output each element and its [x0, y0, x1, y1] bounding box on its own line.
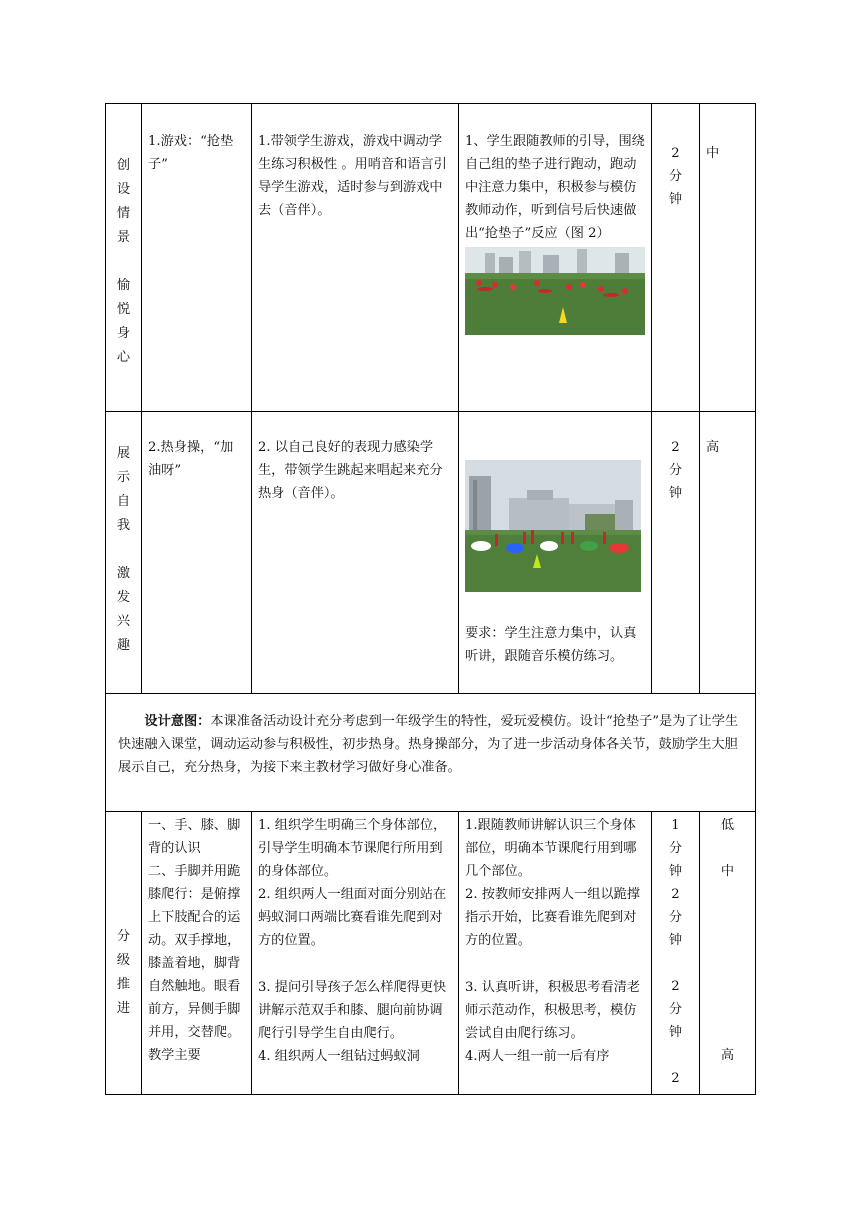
- content-cell: 一、手、膝、脚背的认识 二、手脚并用跪膝爬行：是俯撑上下肢配合的运动。双手撑地，膝盖着地，脚背自然触地。眼看前方，异侧手脚并用，交替爬。教学主要: [142, 812, 252, 1095]
- intensity-cell: 低 中 高: [700, 812, 756, 1095]
- table-row: [106, 812, 756, 1095]
- teacher-activity: 2. 以自己良好的表现力感染学生，带领学生跳起来唱起来充分热身（音伴）。: [252, 412, 459, 694]
- intensity-cell: 中: [700, 104, 756, 412]
- time-cell: 2 分 钟: [652, 104, 700, 412]
- design-intent: 设计意图：本课准备活动设计充分考虑到一年级学生的特性，爱玩爱模仿。设计“抢垫子”是为了让学生快速融入课堂，调动运动参与积极性，初步热身。热身操部分，为了进一步活动身体各关节，鼓励学生大胆展示自己，充分热身，为接下来主教材学习做好身心准备。: [106, 694, 756, 812]
- section-label: 分 级 推 进: [106, 812, 142, 1095]
- warmup-photo: [465, 460, 641, 592]
- intensity-cell: 高: [700, 412, 756, 694]
- teacher-activity: 1.带领学生游戏，游戏中调动学生练习积极性 。用哨音和语言引导学生游戏，适时参与到游戏中去（音伴）。: [252, 104, 459, 412]
- table-row: [106, 104, 756, 412]
- student-activity: 1、学生跟随教师的引导，围绕自己组的垫子进行跑动，跑动中注意力集中，积极参与模仿教师动作，听到信号后快速做出“抢垫子”反应（图 2）: [459, 104, 652, 412]
- teacher-activity: 1. 组织学生明确三个身体部位，引导学生明确本节课爬行所用到的身体部位。 2. 组织两人一组面对面分别站在蚂蚁洞口两端比赛看谁先爬到对方的位置。 3. 提问引导孩子怎么样爬得更快讲解示范双手和膝、腿向前协调爬行引导学生自由爬行。 4. 组织两人一组钻过蚂蚁洞: [252, 812, 459, 1095]
- student-activity: [459, 412, 652, 694]
- design-intent-row: [106, 694, 756, 812]
- time-cell: 1 分 钟 2 分 钟 2 分 钟 2: [652, 812, 700, 1095]
- student-requirement: 要求：学生注意力集中，认真听讲，跟随音乐模仿练习。: [465, 626, 637, 664]
- content-cell: 2.热身操，“加油呀”: [142, 412, 252, 694]
- student-activity: 1.跟随教师讲解认识三个身体部位，明确本节课爬行用到哪几个部位。 2. 按教师安排两人一组以跪撑指示开始，比赛看谁先爬到对方的位置。 3. 认真听讲，积极思考看清老师示范动作，积极思考，模仿尝试自由爬行练习。 4.两人一组一前一后有序: [459, 812, 652, 1095]
- lesson-plan-table: [105, 103, 755, 1095]
- content-cell: 1.游戏：“抢垫子”: [142, 104, 252, 412]
- section-label: 创 设 情 景 愉 悦 身 心: [106, 104, 142, 412]
- design-intent-label: 设计意图：: [144, 714, 211, 729]
- time-cell: 2 分 钟: [652, 412, 700, 694]
- table-row: [106, 412, 756, 694]
- game-photo: [465, 247, 645, 335]
- section-label: 展 示 自 我 激 发 兴 趣: [106, 412, 142, 694]
